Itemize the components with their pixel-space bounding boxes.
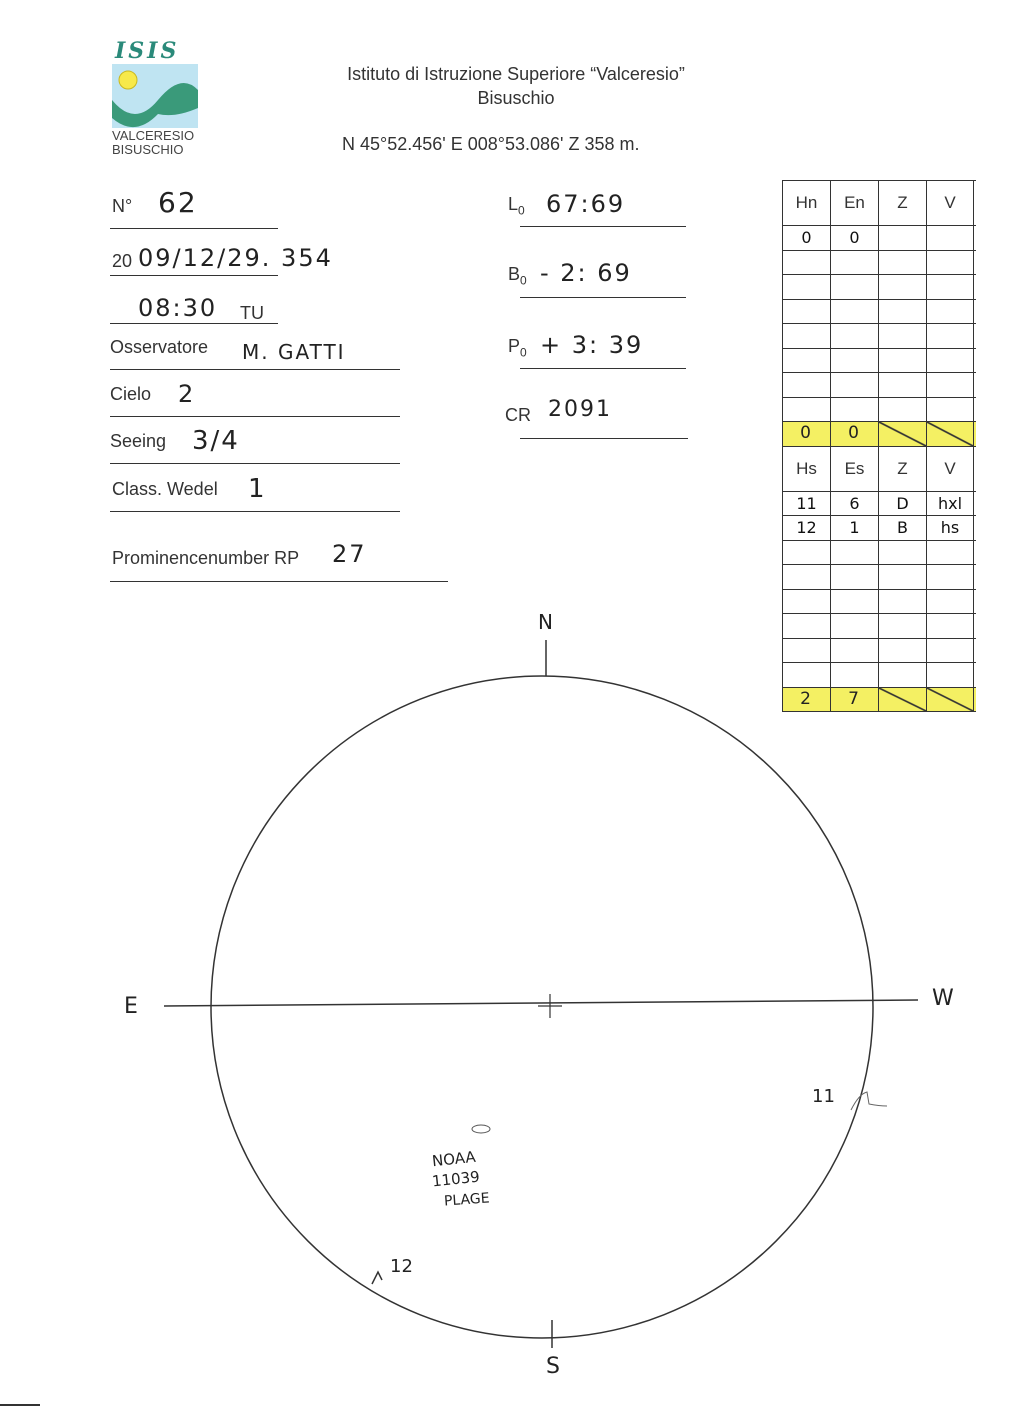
sky-label: Cielo <box>110 384 152 404</box>
number-value: 62 <box>158 186 198 219</box>
logo-wordmark: ISIS <box>115 38 180 64</box>
north-cell <box>782 275 830 299</box>
cr-value: 2091 <box>548 397 612 422</box>
l0-subscript: 0 <box>518 203 525 218</box>
north-cell <box>878 226 926 250</box>
cr-label: CR <box>505 405 531 425</box>
north-cell <box>926 349 974 373</box>
north-cell <box>830 349 878 373</box>
south-cell: 6 <box>830 492 878 516</box>
south-total-hs: 2 <box>782 688 830 712</box>
north-cell <box>926 275 974 299</box>
south-cell: D <box>878 492 926 516</box>
south-cell: hs <box>926 516 974 540</box>
north-cell <box>782 300 830 324</box>
north-cell <box>782 373 830 397</box>
south-cell: 1 <box>830 516 878 540</box>
north-rows <box>782 226 976 422</box>
south-row <box>782 516 976 541</box>
north-row <box>782 373 976 398</box>
b0-value: - 2: 69 <box>540 259 632 287</box>
north-cell <box>830 251 878 275</box>
south-cell: 11 <box>782 492 830 516</box>
p0-subscript: 0 <box>520 345 527 360</box>
p0-value: + 3: 39 <box>540 331 644 359</box>
north-cell <box>830 398 878 422</box>
north-header-row <box>782 180 976 226</box>
south-cell <box>878 541 926 565</box>
north-cell <box>782 251 830 275</box>
l0-underline <box>520 226 686 227</box>
prominence-12-label: 12 <box>390 1256 413 1277</box>
equator-line <box>164 1000 918 1006</box>
wedel-underline <box>110 511 400 512</box>
date-value: 09/12/29. 354 <box>138 244 333 272</box>
plage-line-1: NOAA <box>431 1147 477 1171</box>
south-header-row <box>782 447 976 492</box>
l0-label <box>508 194 525 218</box>
b0-letter: B <box>508 264 521 284</box>
south-header-hs: Hs <box>782 447 830 491</box>
north-cell <box>926 300 974 324</box>
north-row <box>782 300 976 325</box>
observer-label: Osservatore <box>110 337 209 357</box>
north-header-v: V <box>926 181 974 225</box>
north-total-z-crossed <box>878 422 926 446</box>
south-header-es: Es <box>830 447 878 491</box>
b0-label <box>508 264 527 288</box>
east-label: E <box>124 994 140 1019</box>
seeing-underline <box>110 463 400 464</box>
north-total-row <box>782 422 976 447</box>
north-row <box>782 275 976 300</box>
north-header-en: En <box>830 181 878 225</box>
south-cell: hxl <box>926 492 974 516</box>
north-cell: 0 <box>782 226 830 250</box>
north-label: N <box>538 610 555 634</box>
time-underline <box>110 323 278 324</box>
north-cell: 0 <box>830 226 878 250</box>
l0-value: 67:69 <box>546 190 626 218</box>
scan-edge-mark <box>0 1404 40 1406</box>
north-cell <box>878 398 926 422</box>
p0-label <box>508 336 527 360</box>
north-cell <box>926 324 974 348</box>
north-cell <box>878 251 926 275</box>
time-value: 08:30 <box>138 294 218 322</box>
logo-subtitle-1: VALCERESIO <box>112 128 195 143</box>
south-total-es: 7 <box>830 688 878 712</box>
south-cell <box>830 541 878 565</box>
observer-value: M. GATTI <box>242 340 346 364</box>
north-row <box>782 324 976 349</box>
sky-value: 2 <box>178 380 196 408</box>
north-cell <box>878 349 926 373</box>
north-total-v-crossed <box>926 422 974 446</box>
solar-disk-outline <box>211 676 873 1338</box>
south-cell: B <box>878 516 926 540</box>
observatory-coordinates: N 45°52.456' E 008°53.086' Z 358 m. <box>342 134 640 154</box>
number-underline <box>110 228 278 229</box>
south-header-z: Z <box>878 447 926 491</box>
north-cell <box>830 300 878 324</box>
north-header-z: Z <box>878 181 926 225</box>
north-cell <box>926 251 974 275</box>
north-header-hn: Hn <box>782 181 830 225</box>
seeing-value: 3/4 <box>192 426 240 456</box>
north-cell <box>878 275 926 299</box>
date-prefix: 20 <box>112 251 133 271</box>
plage-line-2: 11039 <box>431 1167 481 1191</box>
observer-underline <box>110 369 400 370</box>
l0-letter: L <box>508 194 519 214</box>
south-row <box>782 541 976 566</box>
prominence-underline <box>110 581 448 582</box>
plage-sketch <box>472 1125 490 1133</box>
logo-subtitle-2: BISUSCHIO <box>112 142 184 157</box>
p0-letter: P <box>508 336 521 356</box>
north-total-hn: 0 <box>782 422 830 446</box>
institute-name: Istituto di Istruzione Superiore “Valceresio” <box>347 64 685 84</box>
west-label: W <box>932 986 956 1011</box>
prominence-12-sketch <box>372 1272 382 1284</box>
south-cell <box>926 541 974 565</box>
north-row <box>782 226 976 251</box>
prominence-label: Prominencenumber RP <box>112 548 300 568</box>
south-cell: 12 <box>782 516 830 540</box>
time-unit: TU <box>240 303 264 323</box>
south-row <box>782 492 976 517</box>
south-row <box>782 565 976 590</box>
institute-city: Bisuschio <box>477 88 555 108</box>
north-cell <box>782 398 830 422</box>
north-total-en: 0 <box>830 422 878 446</box>
south-cell <box>782 541 830 565</box>
p0-underline <box>520 368 686 369</box>
north-cell <box>878 373 926 397</box>
prominence-11-sketch <box>851 1092 887 1110</box>
north-cell <box>926 398 974 422</box>
south-cell <box>878 565 926 589</box>
cr-underline <box>520 438 688 439</box>
north-cell <box>926 373 974 397</box>
solar-disk-drawing <box>0 600 1024 1390</box>
south-cell <box>926 565 974 589</box>
number-label: N° <box>112 196 133 216</box>
seeing-label: Seeing <box>110 431 167 451</box>
sky-underline <box>110 416 400 417</box>
prominence-11-label: 11 <box>812 1086 835 1107</box>
plage-line-3: PLAGE <box>443 1190 491 1210</box>
north-cell <box>926 226 974 250</box>
b0-underline <box>520 297 686 298</box>
north-cell <box>830 324 878 348</box>
north-row <box>782 251 976 276</box>
north-row <box>782 349 976 374</box>
wedel-value: 1 <box>248 474 267 504</box>
south-cell <box>782 565 830 589</box>
south-cell <box>830 565 878 589</box>
north-cell <box>830 373 878 397</box>
date-underline <box>110 275 278 276</box>
south-header-v: V <box>926 447 974 491</box>
wedel-label: Class. Wedel <box>112 479 218 499</box>
north-cell <box>830 275 878 299</box>
north-cell <box>782 349 830 373</box>
south-label: S <box>546 1354 562 1379</box>
north-row <box>782 398 976 423</box>
b0-subscript: 0 <box>520 273 527 288</box>
north-cell <box>878 324 926 348</box>
prominence-value: 27 <box>332 540 367 568</box>
north-cell <box>878 300 926 324</box>
north-cell <box>782 324 830 348</box>
